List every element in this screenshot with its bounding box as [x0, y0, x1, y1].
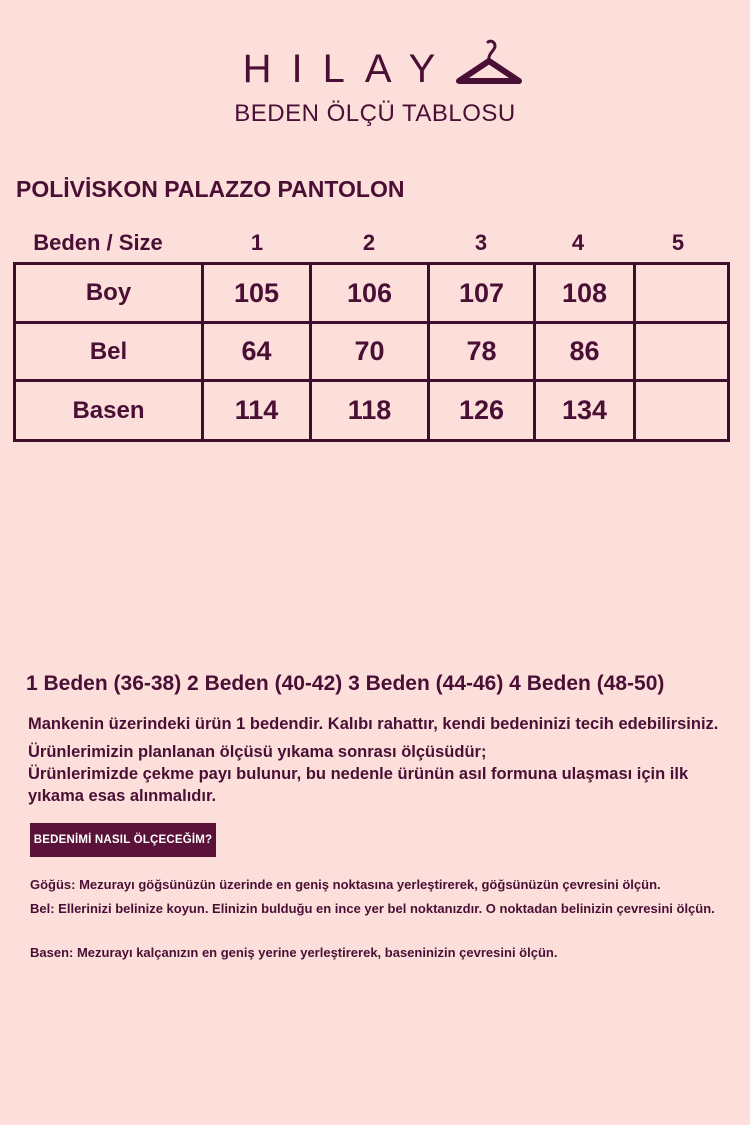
info-model-size: Mankenin üzerindeki ürün 1 bedendir. Kalıbı rahattır, kendi bedeninizi tecih edebilirsiniz. [28, 715, 719, 733]
table-cell: 86 [535, 323, 635, 381]
product-title: POLİVİSKON PALAZZO PANTOLON [16, 176, 405, 202]
table-cell: 114 [203, 381, 311, 441]
table-cell: 64 [203, 323, 311, 381]
table-cell: 106 [311, 264, 429, 323]
table-cell: 78 [429, 323, 535, 381]
table-cell [635, 323, 729, 381]
table-cell: 70 [311, 323, 429, 381]
table-cell [635, 381, 729, 441]
table-cell: 108 [535, 264, 635, 323]
row-label-boy: Boy [15, 264, 203, 323]
table-cell: 134 [535, 381, 635, 441]
table-cell: 118 [311, 381, 429, 441]
page-subtitle: BEDEN ÖLÇÜ TABLOSU [234, 100, 516, 127]
size-table [13, 262, 730, 442]
note-basen: Basen: Mezurayı kalçanızın en geniş yerine yerleştirerek, baseninizin çevresini ölçün. [30, 945, 558, 960]
row-label-basen: Basen [15, 381, 203, 441]
size-ranges: 1 Beden (36-38) 2 Beden (40-42) 3 Beden (44-46) 4 Beden (48-50) [26, 672, 665, 695]
table-cell: 105 [203, 264, 311, 323]
column-header-5: 5 [671, 230, 685, 255]
table-cell [635, 264, 729, 323]
how-to-measure-button[interactable]: BEDENİMİ NASIL ÖLÇECEĞİM? [30, 823, 216, 857]
table-row [15, 381, 729, 441]
row-label-bel: Bel [15, 323, 203, 381]
column-header-2: 2 [362, 230, 376, 255]
table-cell: 126 [429, 381, 535, 441]
table-row [15, 323, 729, 381]
info-wash-size: Ürünlerimizin planlanan ölçüsü yıkama sonrası ölçüsüdür; [28, 743, 487, 761]
table-header-label: Beden / Size [33, 230, 163, 255]
column-header-4: 4 [571, 230, 585, 255]
column-header-1: 1 [250, 230, 264, 255]
table-cell: 107 [429, 264, 535, 323]
note-bel: Bel: Ellerinizi belinize koyun. Elinizin bulduğu en ince yer bel noktanızdır. O noktadan belinizin çevresini ölçün. [30, 901, 715, 916]
brand-logo [0, 44, 750, 94]
info-shrinkage: Ürünlerimizde çekme payı bulunur, bu nedenle ürünün asıl formuna ulaşması için ilk yıkama esas alınmalıdır. [28, 765, 689, 805]
table-row [15, 264, 729, 323]
column-header-3: 3 [474, 230, 488, 255]
hanger-icon [451, 39, 527, 91]
brand-name: HILAY [242, 46, 456, 91]
note-gogus: Göğüs: Mezurayı göğsünüzün üzerinde en geniş noktasına yerleştirerek, göğsünüzün çevresini ölçün. [30, 877, 661, 892]
